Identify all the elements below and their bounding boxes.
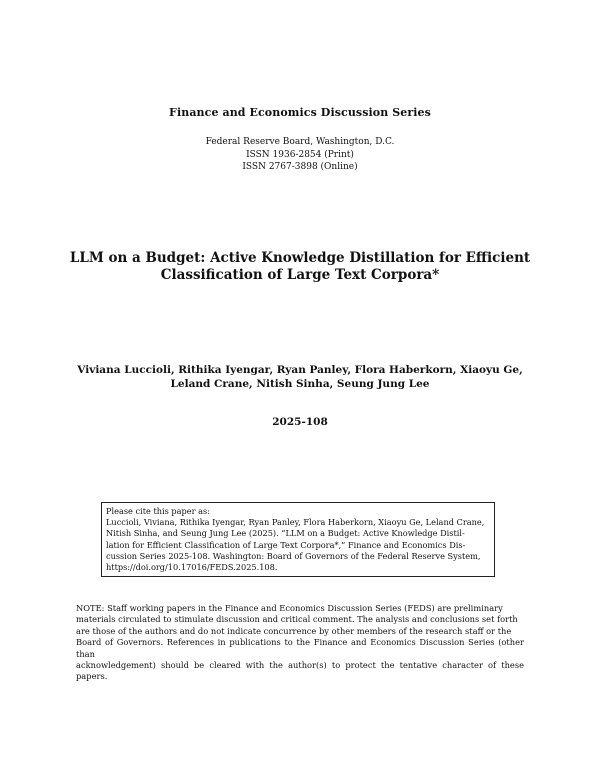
citation-line-1: Luccioli, Viviana, Rithika Iyengar, Ryan Panley, Flora Haberkorn, Xiaoyu Ge, Leland Crane, bbox=[106, 517, 485, 528]
citation-line-2: Nitish Sinha, and Seung Jung Lee (2025). “LLM on a Budget: Active Knowledge Distil- bbox=[106, 528, 465, 539]
publisher-name: Federal Reserve Board, Washington, D.C. bbox=[205, 137, 395, 147]
author-list bbox=[70, 364, 530, 391]
series-title: Finance and Economics Discussion Series bbox=[169, 106, 431, 119]
citation-doi-link[interactable]: https://doi.org/10.17016/FEDS.2025.108. bbox=[106, 562, 278, 573]
citation-line-4: cussion Series 2025-108. Washington: Board of Governors of the Federal Reserve System, bbox=[106, 550, 481, 561]
note-line-5: acknowledgement) should be cleared with the author(s) to protect the tentative character of these papers. bbox=[76, 660, 524, 682]
citation-box bbox=[101, 502, 495, 577]
note-line-4: Board of Governors. References in publications to the Finance and Economics Discussion Series (other than bbox=[76, 637, 524, 659]
note-line-3: are those of the authors and do not indicate concurrence by other members of the research staff or the bbox=[76, 625, 512, 636]
note-line-1: NOTE: Staff working papers in the Finance and Economics Discussion Series (FEDS) are preliminary bbox=[76, 603, 503, 613]
paper-title-line-1: LLM on a Budget: Active Knowledge Distillation for Efficient bbox=[69, 250, 531, 266]
authors-line-1: Viviana Luccioli, Rithika Iyengar, Ryan Panley, Flora Haberkorn, Xiaoyu Ge, bbox=[77, 364, 523, 376]
note-line-2: materials circulated to stimulate discussion and critical comment. The analysis and conclusions set forth bbox=[76, 614, 518, 625]
publisher-block bbox=[0, 136, 600, 174]
disclaimer-note bbox=[76, 603, 524, 683]
authors-line-2: Leland Crane, Nitish Sinha, Seung Jung Lee bbox=[170, 377, 430, 390]
citation-intro: Please cite this paper as: bbox=[106, 506, 210, 516]
issn-online: ISSN 2767-3898 (Online) bbox=[242, 162, 358, 172]
paper-title-line-2: Classification of Large Text Corpora* bbox=[160, 267, 440, 283]
citation-line-3: lation for Efficient Classification of Large Text Corpora*,” Finance and Economics Dis- bbox=[106, 539, 466, 550]
issn-print: ISSN 1936-2854 (Print) bbox=[246, 149, 354, 160]
paper-number: 2025-108 bbox=[272, 416, 328, 428]
paper-title bbox=[0, 250, 600, 284]
